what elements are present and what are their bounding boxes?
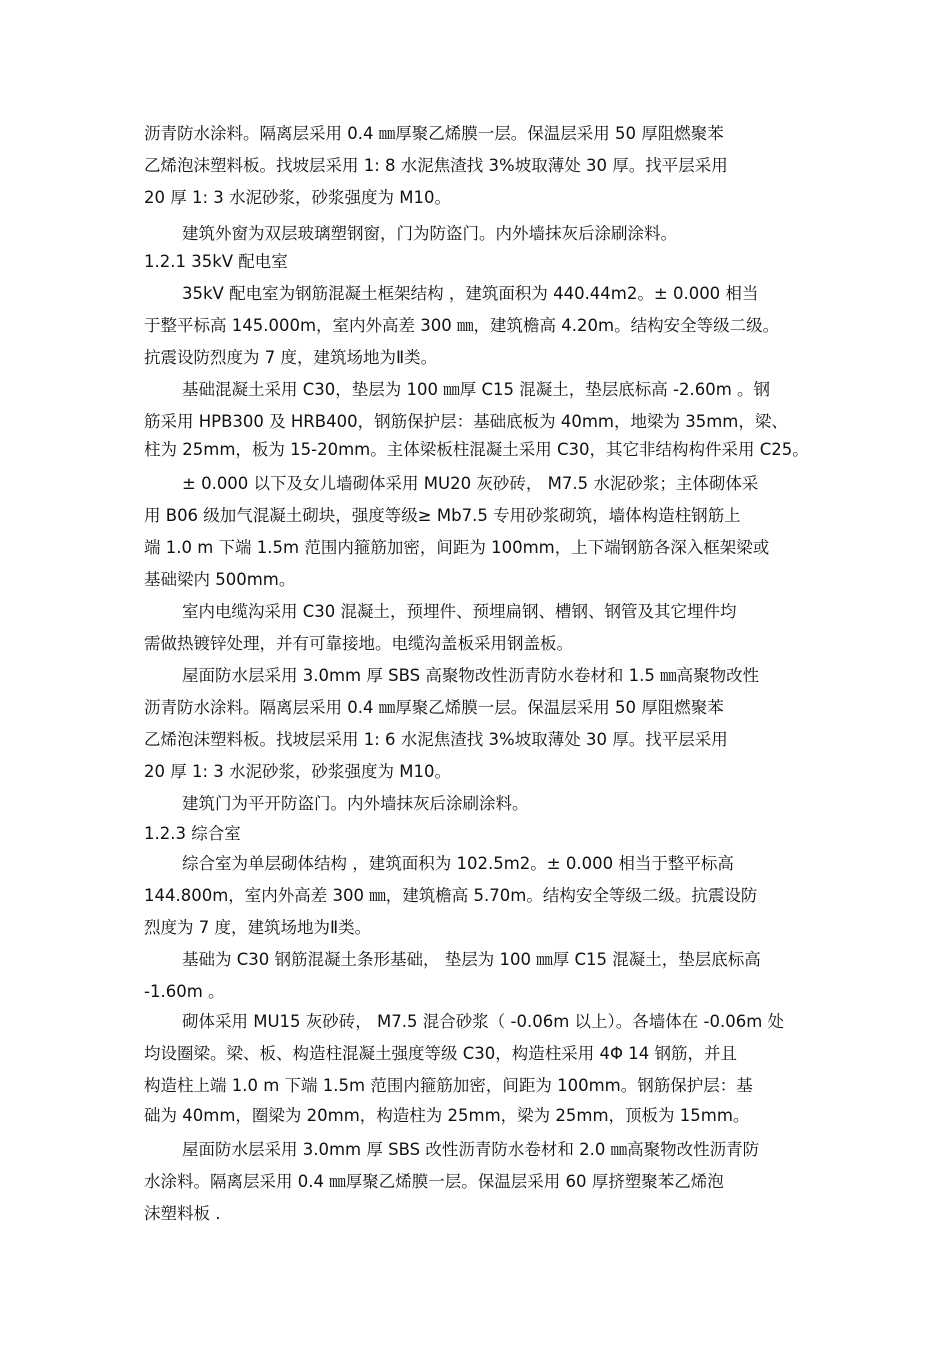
paragraph-first-line: 基础为 C30 钢筋混凝土条形基础， 垫层为 100 ㎜厚 C15 混凝土，垫层底标高 (182, 950, 761, 969)
body-line: 需做热镀锌处理，并有可靠接地。电缆沟盖板采用钢盖板。 (144, 634, 573, 653)
paragraph-first-line: ± 0.000 以下及女儿墙砌体采用 MU20 灰砂砖， M7.5 水泥砂浆；主体砌体采 (182, 474, 759, 493)
body-line: 础为 40mm，圈梁为 20mm，构造柱为 25mm，梁为 25mm，顶板为 15mm。 (144, 1106, 750, 1125)
body-line: 均设圈梁。梁、板、构造柱混凝土强度等级 C30，构造柱采用 4Φ 14 钢筋，并且 (144, 1044, 737, 1063)
paragraph-first-line: 室内电缆沟采用 C30 混凝土，预埋件、预埋扁钢、槽钢、钢管及其它埋件均 (182, 602, 737, 621)
paragraph-first-line: 建筑门为平开防盗门。内外墙抹灰后涂刷涂料。 (182, 794, 529, 813)
body-line: 沥青防水涂料。隔离层采用 0.4 ㎜厚聚乙烯膜一层。保温层采用 50 厚阻燃聚苯 (144, 124, 724, 143)
body-line: 基础梁内 500mm。 (144, 570, 296, 589)
body-line: 于整平标高 145.000m，室内外高差 300 ㎜，建筑檐高 4.20m。结构安全等级二级。 (144, 316, 780, 335)
body-line: 乙烯泡沫塑料板。找坡层采用 1: 8 水泥焦渣找 3%坡取薄处 30 厚。找平层采用 (144, 156, 728, 175)
body-line: 烈度为 7 度，建筑场地为Ⅱ类。 (144, 918, 372, 937)
body-line: 20 厚 1: 3 水泥砂浆，砂浆强度为 M10。 (144, 762, 452, 781)
paragraph-first-line: 屋面防水层采用 3.0mm 厚 SBS 高聚物改性沥青防水卷材和 1.5 ㎜高聚物改性 (182, 666, 760, 685)
body-line: 柱为 25mm，板为 15-20mm。主体梁板柱混凝土采用 C30，其它非结构构件采用 C25。 (144, 440, 809, 459)
body-line: 水涂料。隔离层采用 0.4 ㎜厚聚乙烯膜一层。保温层采用 60 厚挤塑聚苯乙烯泡 (144, 1172, 724, 1191)
body-line: 筋采用 HPB300 及 HRB400，钢筋保护层：基础底板为 40mm，地梁为 35mm，梁、 (144, 412, 788, 431)
body-line: 沫塑料板 . (144, 1204, 221, 1223)
paragraph-first-line: 砌体采用 MU15 灰砂砖， M7.5 混合砂浆（ -0.06m 以上）。各墙体在 -0.06m 处 (182, 1012, 785, 1031)
body-line: 抗震设防烈度为 7 度，建筑场地为Ⅱ类。 (144, 348, 438, 367)
paragraph-first-line: 屋面防水层采用 3.0mm 厚 SBS 改性沥青防水卷材和 2.0 ㎜高聚物改性沥青防 (182, 1140, 760, 1159)
body-line: 用 B06 级加气混凝土砌块，强度等级≥ Mb7.5 专用砂浆砌筑，墙体构造柱钢筋上 (144, 506, 741, 525)
paragraph-first-line: 35kV 配电室为钢筋混凝土框架结构 ，建筑面积为 440.44m2。± 0.000 相当 (182, 284, 759, 303)
body-line: 20 厚 1: 3 水泥砂浆，砂浆强度为 M10。 (144, 188, 452, 207)
body-line: 144.800m，室内外高差 300 ㎜，建筑檐高 5.70m。结构安全等级二级。抗震设防 (144, 886, 758, 905)
body-line: -1.60m 。 (144, 982, 225, 1001)
body-line: 乙烯泡沫塑料板。找坡层采用 1: 6 水泥焦渣找 3%坡取薄处 30 厚。找平层采用 (144, 730, 728, 749)
paragraph-first-line: 综合室为单层砌体结构 ，建筑面积为 102.5m2。± 0.000 相当于整平标高 (182, 854, 734, 873)
body-line: 构造柱上端 1.0 m 下端 1.5m 范围内箍筋加密，间距为 100mm。钢筋保护层：基 (144, 1076, 753, 1095)
body-line: 端 1.0 m 下端 1.5m 范围内箍筋加密，间距为 100mm，上下端钢筋各深入框架梁或 (144, 538, 770, 557)
body-line: 沥青防水涂料。隔离层采用 0.4 ㎜厚聚乙烯膜一层。保温层采用 50 厚阻燃聚苯 (144, 698, 724, 717)
paragraph-first-line: 基础混凝土采用 C30，垫层为 100 ㎜厚 C15 混凝土，垫层底标高 -2.60m 。钢 (182, 380, 771, 399)
section-heading: 1.2.3 综合室 (144, 824, 241, 843)
paragraph-first-line: 建筑外窗为双层玻璃塑钢窗，门为防盗门。内外墙抹灰后涂刷涂料。 (182, 224, 677, 243)
section-heading: 1.2.1 35kV 配电室 (144, 252, 288, 271)
